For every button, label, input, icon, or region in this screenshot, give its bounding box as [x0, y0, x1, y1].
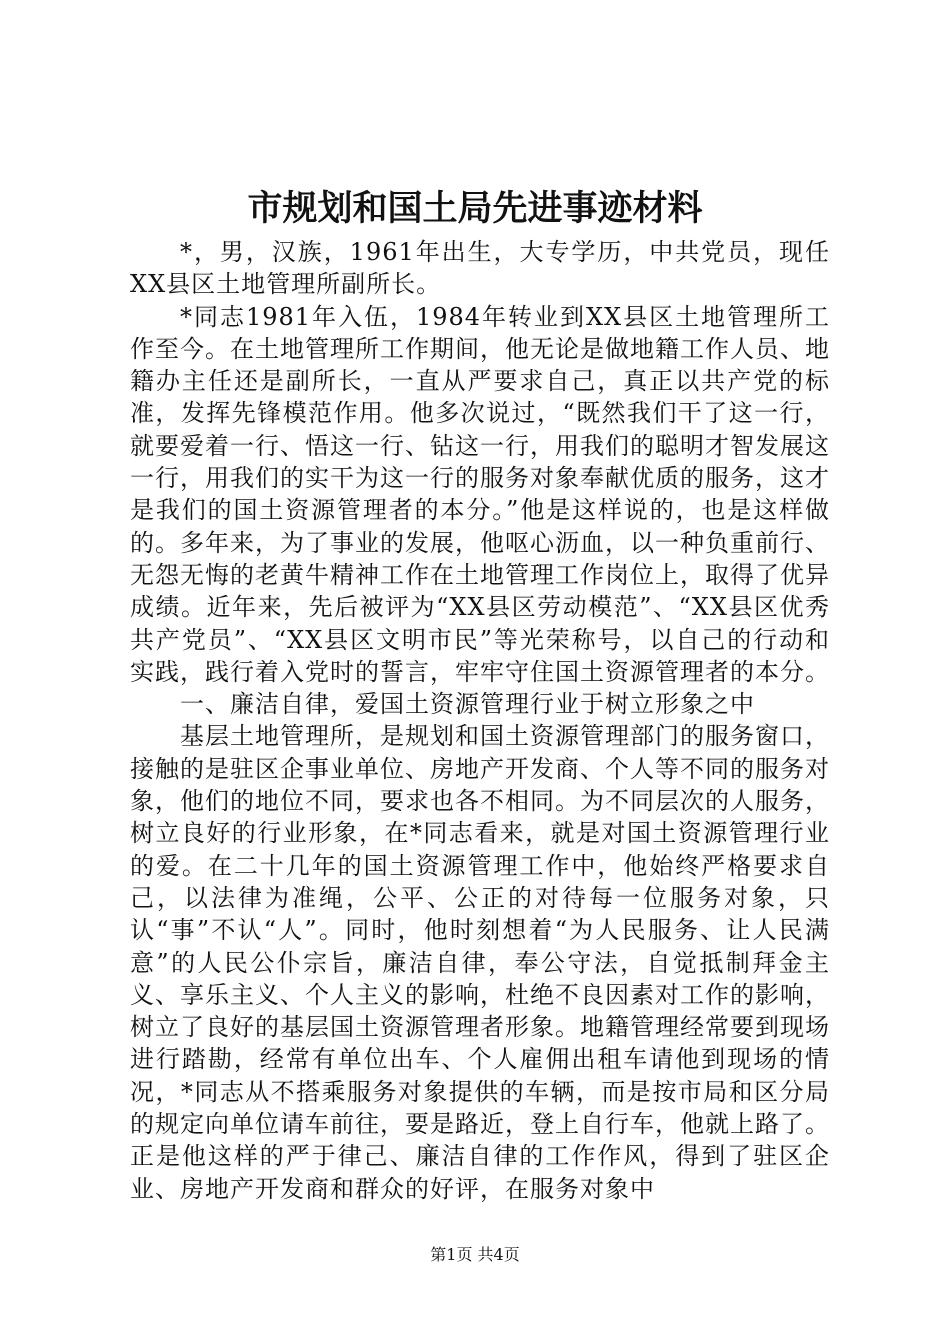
page-footer: 第1页 共4页 [430, 1245, 520, 1264]
section-heading-1: 一、廉洁自律，爱国土资源管理行业于树立形象之中 [180, 690, 755, 719]
document-body [130, 236, 830, 1205]
document-title: 市规划和国土局先进事迹材料 [247, 188, 703, 229]
paragraph-integrity: 基层土地管理所，是规划和国土资源管理部门的服务窗口，接触的是驻区企事业单位、房地产开发商、个人等不同的服务对象，他们的地位不同，要求也各不相同。为不同层次的人服务，树立良好的行业形象，在*同志看来，就是对国土资源管理行业的爱。在二十几年的国土资源管理工作中，他始终严格要求自己，以法律为准绳，公平、公正的对待每一位服务对象，只认“事”不认“人”。同时，他时刻想着“为人民服务、让人民满意”的人民公仆宗旨，廉洁自律，奉公守法，自觉抵制拜金主义、享乐主义、个人主义的影响，杜绝不良因素对工作的影响，树立了良好的基层国土资源管理者形象。地籍管理经常要到现场进行踏勘，经常有单位出车、个人雇佣出租车请他到现场的情况，*同志从不搭乘服务对象提供的车辆，而是按市局和区分局的规定向单位请车前往，要是路近，登上自行车，他就上路了。正是他这样的严于律己、廉洁自律的工作作风，得到了驻区企业、房地产开发商和群众的好评，在服务对象中 [130, 722, 830, 1203]
paragraph-career: *同志1981年入伍，1984年转业到XX县区土地管理所工作至今。在土地管理所工作期间，他无论是做地籍工作人员、地籍办主任还是副所长，一直从严要求自己，真正以共产党的标准，发挥先锋模范作用。他多次说过，“既然我们干了这一行，就要爱着一行、悟这一行、钻这一行，用我们的聪明才智发展这一行，用我们的实干为这一行的服务对象奉献优质的服务，这才是我们的国土资源管理者的本分。”他是这样说的，也是这样做的。多年来，为了事业的发展，他呕心沥血，以一种负重前行、无怨无悔的老黄牛精神工作在土地管理工作岗位上，取得了优异成绩。近年来，先后被评为“XX县区劳动模范”、“XX县区优秀共产党员”、“XX县区文明市民”等光荣称号，以自己的行动和实践，践行着入党时的誓言，牢牢守住国土资源管理者的本分。 [130, 302, 830, 686]
paragraph-intro: *，男，汉族，1961年出生，大专学历，中共党员，现任XX县区土地管理所副所长。 [130, 238, 830, 299]
